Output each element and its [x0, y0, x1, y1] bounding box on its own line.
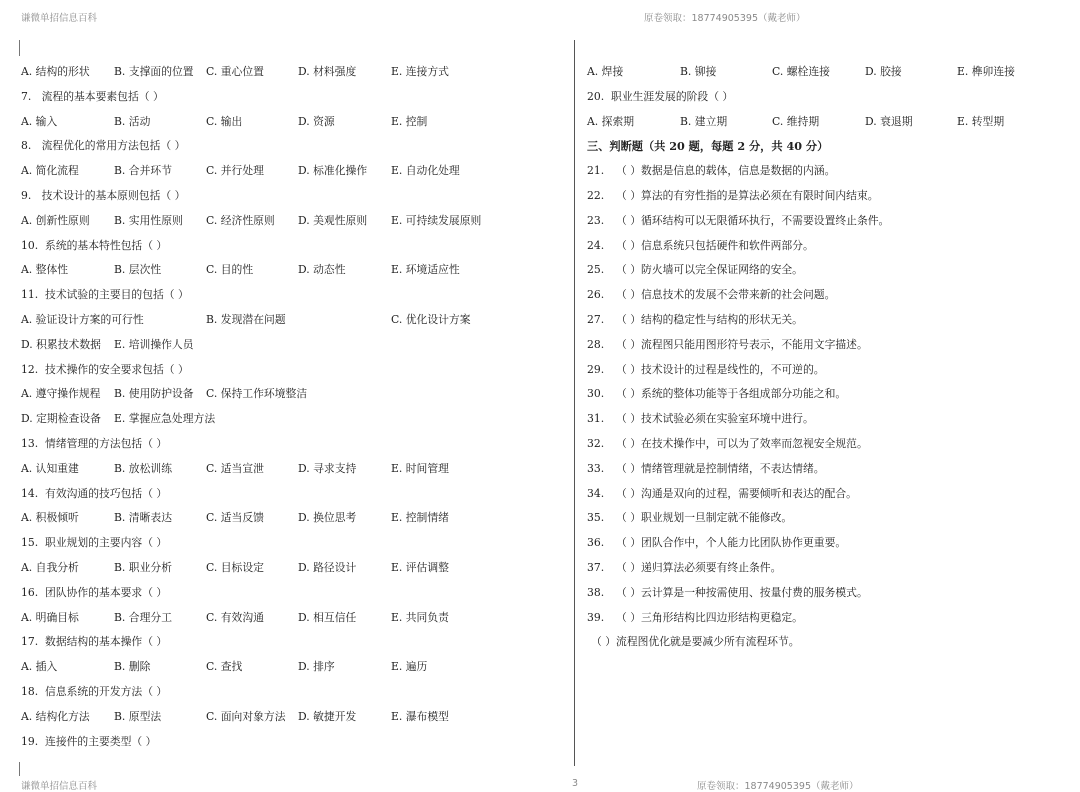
answer-option: D. 路径设计 [298, 560, 357, 574]
answer-option: B. 放松训练 [114, 461, 172, 475]
judgement-item [587, 581, 1067, 606]
judgement-number: 29. [587, 362, 605, 376]
question-stem: 18. 信息系统的开发方法（ ） [21, 684, 168, 698]
judgement-item [587, 358, 1067, 383]
answer-option: B. 层次性 [114, 263, 162, 277]
judgement-text: （ ）职业规划一旦制定就不能修改。 [616, 511, 793, 525]
answer-option: D. 美观性原则 [298, 213, 368, 227]
judgement-text: （ ）信息系统只包括硬件和软件两部分。 [616, 238, 814, 252]
answer-option: A. 验证设计方案的可行性 [21, 312, 144, 326]
option-row [21, 60, 569, 85]
judgement-number: 25. [587, 263, 605, 277]
judgement-text: （ ）技术试验必须在实验室环境中进行。 [616, 412, 814, 426]
judgement-text: （ ）循环结构可以无限循环执行，不需要设置终止条件。 [616, 213, 890, 227]
answer-option: C. 查找 [206, 660, 243, 674]
judgement-number: 24. [587, 238, 605, 252]
judgement-number: 37. [587, 560, 605, 574]
question-stem: 10. 系统的基本特性包括（ ） [21, 238, 168, 252]
judgement-number: 21. [587, 164, 605, 178]
answer-option: B. 合并环节 [114, 164, 172, 178]
option-row [21, 407, 569, 432]
option-row [21, 159, 569, 184]
page-corner-mark-bottom [19, 762, 20, 776]
header-right: 原卷领取：18774905395（戴老师） [644, 13, 806, 24]
question-stem: 17. 数据结构的基本操作（ ） [21, 635, 168, 649]
judgement-number: 30. [587, 387, 605, 401]
option-row [587, 110, 1067, 135]
judgement-item [587, 258, 1067, 283]
question-stem: 9. 技术设计的基本原则包括（ ） [21, 188, 186, 202]
answer-option: D. 相互信任 [298, 610, 357, 624]
answer-option: E. 培训操作人员 [114, 337, 194, 351]
judgement-text: （ ）团队合作中，个人能力比团队协作更重要。 [616, 536, 847, 550]
answer-option: B. 删除 [114, 660, 151, 674]
answer-option: B. 合理分工 [114, 610, 172, 624]
judgement-item [587, 159, 1067, 184]
judgement-number: 26. [587, 288, 605, 302]
answer-option: E. 控制 [391, 114, 428, 128]
judgement-text: （ ）系统的整体功能等于各组成部分功能之和。 [616, 387, 847, 401]
answer-option: D. 定期检查设备 [21, 412, 101, 426]
answer-option: A. 认知重建 [21, 461, 79, 475]
answer-option: D. 排序 [298, 660, 335, 674]
answer-option: E. 转型期 [957, 114, 1005, 128]
judgement-item [587, 606, 1067, 631]
answer-option: B. 活动 [114, 114, 151, 128]
option-row [21, 110, 569, 135]
judgement-item [587, 184, 1067, 209]
answer-option: E. 连接方式 [391, 65, 449, 78]
answer-option: B. 清晰表达 [114, 511, 172, 525]
answer-option: C. 目的性 [206, 263, 254, 277]
judgement-item [587, 333, 1067, 358]
option-row [21, 258, 569, 283]
answer-option: B. 铆接 [680, 65, 717, 78]
judgement-item-unnumbered: （ ）流程图优化就是要减少所有流程环节。 [591, 635, 800, 649]
answer-option: A. 焊接 [587, 65, 624, 78]
answer-option: E. 榫卯连接 [957, 65, 1015, 78]
answer-option: C. 有效沟通 [206, 610, 264, 624]
answer-option: C. 经济性原则 [206, 213, 275, 227]
answer-option: C. 输出 [206, 114, 243, 128]
option-row [21, 655, 569, 680]
answer-option: E. 共同负责 [391, 610, 449, 624]
question-stem: 11. 技术试验的主要目的包括（ ） [21, 288, 189, 302]
answer-option: B. 发现潜在问题 [206, 312, 286, 326]
option-row [21, 705, 569, 730]
judgement-number: 36. [587, 536, 605, 550]
judgement-item [587, 407, 1067, 432]
answer-option: C. 保持工作环境整洁 [206, 387, 308, 401]
judgement-number: 28. [587, 337, 605, 351]
section-title: 三、判断题（共 20 题，每题 2 分，共 40 分） [587, 139, 829, 154]
judgement-text: （ ）数据是信息的载体，信息是数据的内涵。 [616, 164, 836, 178]
column-divider [574, 40, 575, 766]
answer-option: A. 遵守操作规程 [21, 387, 101, 401]
judgement-text: （ ）流程图只能用图形符号表示，不能用文字描述。 [616, 337, 868, 351]
answer-option: D. 标准化操作 [298, 164, 368, 178]
answer-option: C. 并行处理 [206, 164, 264, 178]
judgement-number: 27. [587, 312, 605, 326]
judgement-number: 31. [587, 412, 605, 426]
answer-option: E. 环境适应性 [391, 263, 460, 277]
answer-option: A. 积极倾听 [21, 511, 79, 525]
judgement-item [587, 482, 1067, 507]
question-stem: 14. 有效沟通的技巧包括（ ） [21, 486, 168, 500]
answer-option: E. 控制情绪 [391, 511, 449, 525]
judgement-text: （ ）在技术操作中，可以为了效率而忽视安全规范。 [616, 436, 868, 450]
judgement-text: （ ）结构的稳定性与结构的形状无关。 [616, 312, 803, 326]
judgement-item [587, 556, 1067, 581]
answer-option: D. 衰退期 [865, 114, 913, 128]
answer-option: B. 职业分析 [114, 560, 172, 574]
judgement-text: （ ）信息技术的发展不会带来新的社会问题。 [616, 288, 836, 302]
right-column [587, 60, 1067, 655]
option-row [21, 382, 569, 407]
judgement-item [587, 531, 1067, 556]
judgement-text: （ ）三角形结构比四边形结构更稳定。 [616, 610, 803, 624]
answer-option: D. 资源 [298, 114, 335, 128]
answer-option: A. 探索期 [587, 114, 635, 128]
judgement-number: 23. [587, 213, 605, 227]
answer-option: A. 创新性原则 [21, 213, 90, 227]
answer-option: D. 动态性 [298, 263, 346, 277]
question-stem: 13. 情绪管理的方法包括（ ） [21, 436, 168, 450]
judgement-item [587, 283, 1067, 308]
answer-option: E. 评估调整 [391, 560, 449, 574]
judgement-text: （ ）算法的有穷性指的是算法必须在有限时间内结束。 [616, 188, 879, 202]
answer-option: D. 材料强度 [298, 65, 357, 78]
judgement-text: （ ）递归算法必须要有终止条件。 [616, 560, 782, 574]
option-row [21, 506, 569, 531]
judgement-item [587, 209, 1067, 234]
footer-left: 谦微单招信息百科 [21, 781, 98, 792]
answer-option: C. 维持期 [772, 114, 820, 128]
judgement-number: 38. [587, 585, 605, 599]
answer-option: E. 遍历 [391, 660, 428, 674]
answer-option: C. 目标设定 [206, 560, 264, 574]
answer-option: B. 使用防护设备 [114, 387, 194, 401]
judgement-number: 35. [587, 511, 605, 525]
answer-option: A. 结构化方法 [21, 709, 90, 723]
answer-option: D. 积累技术数据 [21, 337, 101, 351]
question-stem: 7. 流程的基本要素包括（ ） [21, 89, 164, 103]
option-row [21, 606, 569, 631]
answer-option: A. 输入 [21, 114, 58, 128]
answer-option: D. 胶接 [865, 65, 902, 78]
judgement-item [587, 506, 1067, 531]
judgement-number: 33. [587, 461, 605, 475]
answer-option: B. 原型法 [114, 709, 162, 723]
answer-option: C. 优化设计方案 [391, 312, 471, 326]
answer-option: C. 螺栓连接 [772, 65, 830, 78]
option-row [21, 308, 569, 333]
answer-option: C. 重心位置 [206, 65, 264, 78]
option-row [21, 209, 569, 234]
answer-option: D. 寻求支持 [298, 461, 357, 475]
option-row [21, 333, 569, 358]
judgement-text: （ ）防火墙可以完全保证网络的安全。 [616, 263, 803, 277]
answer-option: E. 可持续发展原则 [391, 213, 482, 227]
judgement-number: 22. [587, 188, 605, 202]
answer-option: C. 适当宣泄 [206, 461, 264, 475]
answer-option: B. 实用性原则 [114, 213, 183, 227]
answer-option: E. 掌握应急处理方法 [114, 412, 216, 426]
answer-option: A. 明确目标 [21, 610, 79, 624]
question-stem: 12. 技术操作的安全要求包括（ ） [21, 362, 189, 376]
answer-option: C. 面向对象方法 [206, 709, 286, 723]
answer-option: E. 瀑布模型 [391, 709, 449, 723]
answer-option: A. 自我分析 [21, 560, 79, 574]
answer-option: A. 结构的形状 [21, 65, 90, 78]
header-left: 谦微单招信息百科 [21, 13, 98, 24]
answer-option: E. 时间管理 [391, 461, 449, 475]
question-stem: 15. 职业规划的主要内容（ ） [21, 536, 168, 550]
question-stem: 19. 连接件的主要类型（ ） [21, 734, 157, 748]
judgement-item [587, 308, 1067, 333]
judgement-number: 34. [587, 486, 605, 500]
question-stem: 20. 职业生涯发展的阶段（ ） [587, 89, 734, 103]
answer-option: B. 支撑面的位置 [114, 65, 194, 78]
judgement-item [587, 457, 1067, 482]
left-column [21, 60, 569, 754]
judgement-number: 32. [587, 436, 605, 450]
judgement-text: （ ）云计算是一种按需使用、按量付费的服务模式。 [616, 585, 868, 599]
page-corner-mark [19, 40, 20, 56]
judgement-item [587, 382, 1067, 407]
option-row [21, 556, 569, 581]
judgement-text: （ ）情绪管理就是控制情绪，不表达情绪。 [616, 461, 825, 475]
judgement-text: （ ）沟通是双向的过程，需要倾听和表达的配合。 [616, 486, 857, 500]
answer-option: E. 自动化处理 [391, 164, 460, 178]
answer-option: A. 整体性 [21, 263, 69, 277]
option-row [21, 457, 569, 482]
judgement-item [587, 432, 1067, 457]
option-row [587, 60, 1067, 85]
answer-option: C. 适当反馈 [206, 511, 264, 525]
question-stem: 16. 团队协作的基本要求（ ） [21, 585, 168, 599]
judgement-text: （ ）技术设计的过程是线性的，不可逆的。 [616, 362, 825, 376]
answer-option: B. 建立期 [680, 114, 728, 128]
page-number: 3 [572, 778, 579, 789]
judgement-item [587, 234, 1067, 259]
question-stem: 8. 流程优化的常用方法包括（ ） [21, 139, 186, 153]
footer-right: 原卷领取：18774905395（戴老师） [697, 781, 859, 792]
answer-option: A. 简化流程 [21, 164, 79, 178]
answer-option: A. 插入 [21, 660, 58, 674]
answer-option: D. 换位思考 [298, 511, 357, 525]
judgement-number: 39. [587, 610, 605, 624]
answer-option: D. 敏捷开发 [298, 709, 357, 723]
